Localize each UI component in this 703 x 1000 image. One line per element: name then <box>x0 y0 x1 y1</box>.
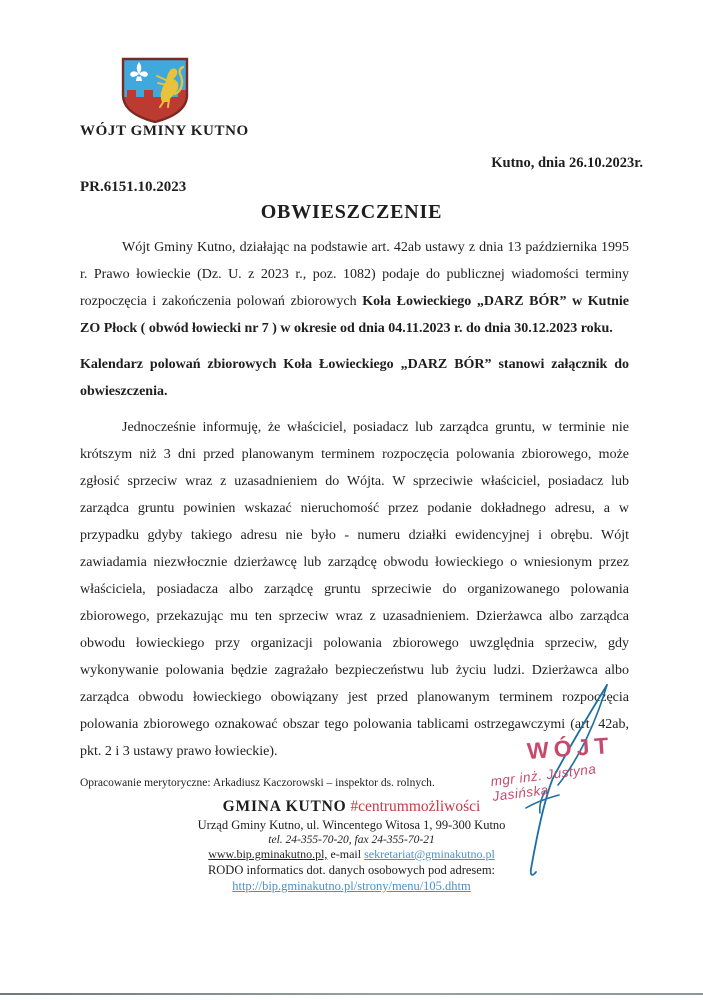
footer-email-label: e-mail <box>330 847 362 861</box>
kutno-coat-of-arms-icon <box>118 56 192 124</box>
footer-links-line <box>0 847 703 862</box>
footer-phone: tel. 24-355-70-20, fax 24-355-70-21 <box>268 834 435 846</box>
footer-www-link[interactable]: www.bip.gminakutno.pl, <box>208 847 328 861</box>
footer-rodo-link[interactable]: http://bip.gminakutno.pl/strony/menu/105.dhtm <box>232 879 471 893</box>
document-title: OBWIESZCZENIE <box>260 201 443 223</box>
date-line: Kutno, dnia 26.10.2023r. <box>491 155 643 171</box>
footer-email-link[interactable]: sekretariat@gminakutno.pl <box>364 847 495 861</box>
paragraph-legal-basis-text: Wójt Gminy Kutno, działając na podstawie art. 42ab ustawy z dnia 13 października 1995 r. Prawo łowieckie (Dz. U. z 2023 r., poz. 1082) podaje do publicznej wiadomości terminy rozpoczęcia i zakończenia polowań zbiorowych <box>80 240 629 309</box>
footer-rodo-note: RODO informatics dot. danych osobowych pod adresem: <box>207 863 496 877</box>
office-name: WÓJT GMINY KUTNO <box>80 123 249 139</box>
footnote-author: Opracowanie merytoryczne: Arkadiusz Kaczorowski – inspektor ds. rolnych. <box>80 777 435 789</box>
footer-brand-line <box>0 798 703 816</box>
scan-page-edge <box>0 993 703 995</box>
footer-address: Urząd Gminy Kutno, ul. Wincentego Witosa 1, 99-300 Kutno <box>197 818 506 832</box>
reference-number: PR.6151.10.2023 <box>80 179 187 195</box>
stamp-title: WÓJT <box>526 732 615 764</box>
paragraph-calendar: Kalendarz polowań zbiorowych Koła Łowieckiego „DARZ BÓR” stanowi załącznik do obwieszczenia. <box>80 357 629 399</box>
footer <box>0 798 703 894</box>
paragraph-legal-basis <box>80 234 629 342</box>
footer-rodo-link-line <box>0 879 703 894</box>
footer-hashtag: #centrummożliwości <box>350 798 481 815</box>
paragraph-objection: Jednocześnie informuję, że właściciel, posiadacz lub zarządca gruntu, w terminie nie krótszym niż 3 dni przed planowanym terminem rozpoczęcia polowania zbiorowego, może zgłosić sprzeciw wraz z uzasadnieniem do Wójta. W sprzeciwie właściciel, posiadacz lub zarządca gruntu powinien wskazać nieruchomość przez podanie dokładnego adresu, a w przypadku gdyby takiego adresu nie było - numeru działki ewidencyjnej i obrębu. Wójt zawiadamia niezwłocznie dzierżawcę lub zarządcę obwodu łowieckiego o wniesionym przez właściciela, posiadacza albo zarządcę gruntu sprzeciwie do organizowanego polowania zbiorowego, przekazując mu ten sprzeciw wraz z uzasadnieniem. Dzierżawca albo zarządca obwodu łowieckiego przy organizacji polowania zbiorowego uwzględnia sprzeciw, gdy wykonywanie polowania będzie zagrażało bezpieczeństwu lub życiu ludzi. Dzierżawca albo zarządca obwodu łowieckiego obowiązany jest przed planowanym terminem rozpoczęcia polowania zbiorowego oznakować obszar tego polowania tablicami ostrzegawczymi (art. 42ab, pkt. 2 i 3 ustawy prawo łowieckie). <box>80 420 629 759</box>
stamp-signer-name: mgr inż. Justyna Jasińska <box>489 761 598 805</box>
footer-brand: GMINA KUTNO <box>222 798 347 815</box>
paragraph-legal-basis-bold: Koła Łowieckiego „DARZ BÓR” w Kutnie ZO Płock ( obwód łowiecki nr 7 ) w okresie od dnia 04.11.2023 r. do dnia 30.12.2023 roku. <box>80 294 630 336</box>
